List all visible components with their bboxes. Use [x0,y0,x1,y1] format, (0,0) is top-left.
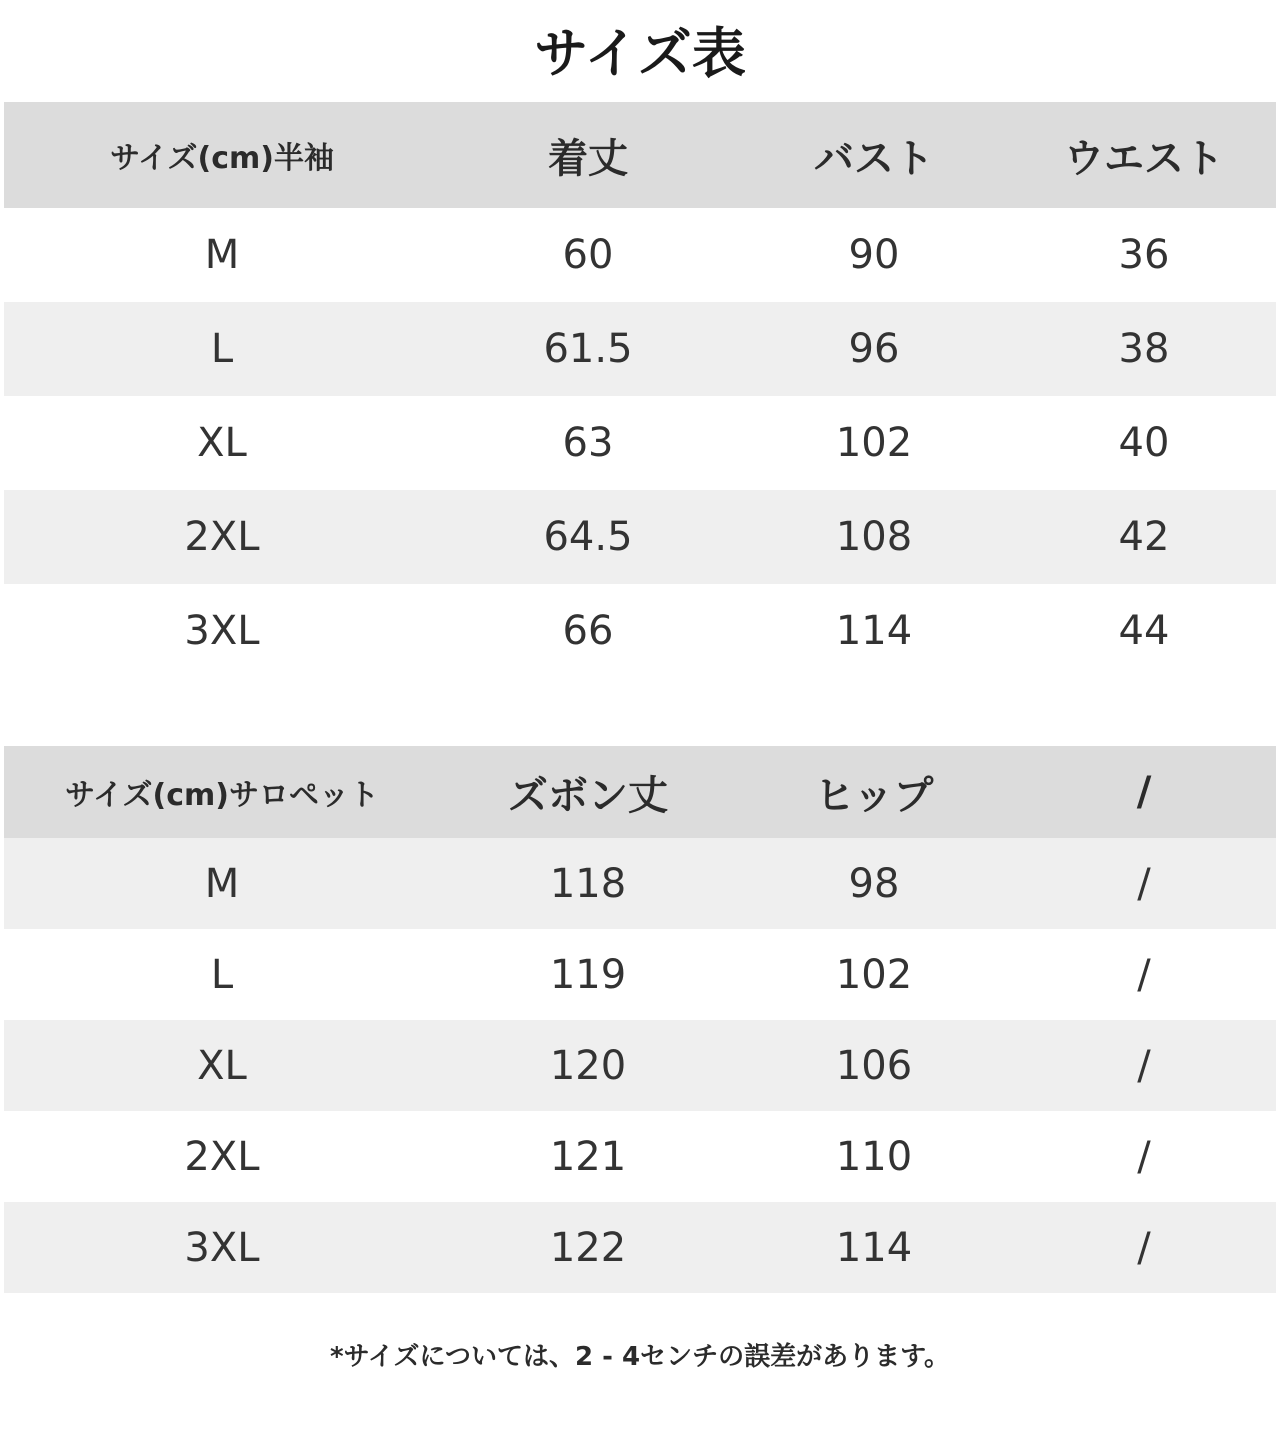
waist-cell: 36 [1118,232,1170,278]
column-header-length: 着丈 [548,135,628,182]
pants-length-cell: 119 [549,951,627,998]
hip-cell: 114 [835,1224,913,1271]
table-row [4,584,1276,678]
hip-cell: 102 [835,951,913,998]
size-cell: XL [197,1042,247,1089]
empty-cell: / [1137,1224,1151,1271]
waist-cell: 44 [1118,608,1170,654]
waist-cell: 40 [1118,420,1170,466]
size-cell: M [204,860,240,907]
table-row [4,302,1276,396]
pants-length-cell: 122 [549,1224,627,1271]
size-cell: M [204,232,240,278]
size-cell: L [210,326,234,372]
bust-cell: 114 [835,608,913,654]
column-header-bust: バスト [814,135,934,182]
table-row [4,490,1276,584]
column-header-size: サイズ(cm)半袖 [109,141,335,176]
size-cell: 3XL [184,608,260,654]
table-row [4,396,1276,490]
table-header-row [4,102,1276,208]
column-header-size: サイズ(cm)サロペット [64,778,380,813]
column-header-hip: ヒップ [814,772,934,819]
length-cell: 66 [562,608,614,654]
size-cell: 2XL [184,1133,260,1180]
column-header-pants-length: ズボン丈 [508,772,668,819]
size-table-short-sleeve [4,102,1276,678]
empty-cell: / [1137,860,1151,907]
bust-cell: 108 [835,514,913,560]
size-tolerance-note: *サイズについては、2 - 4センチの誤差があります。 [330,1342,950,1372]
pants-length-cell: 118 [549,860,627,907]
bust-cell: 90 [848,232,900,278]
table-row [4,208,1276,302]
length-cell: 60 [562,232,614,278]
length-cell: 61.5 [543,326,633,372]
bust-cell: 102 [835,420,913,466]
empty-cell: / [1137,951,1151,998]
table-row [4,929,1276,1020]
empty-cell: / [1137,1133,1151,1180]
pants-length-cell: 120 [549,1042,627,1089]
column-header-waist: ウエスト [1064,135,1224,182]
empty-cell: / [1137,1042,1151,1089]
pants-length-cell: 121 [549,1133,627,1180]
table-row [4,1111,1276,1202]
bust-cell: 96 [848,326,900,372]
size-cell: 3XL [184,1224,260,1271]
size-cell: 2XL [184,514,260,560]
length-cell: 64.5 [543,514,633,560]
page-title: サイズ表 [534,22,746,85]
length-cell: 63 [562,420,614,466]
waist-cell: 38 [1118,326,1170,372]
size-cell: L [210,951,234,998]
hip-cell: 106 [835,1042,913,1089]
hip-cell: 98 [848,860,900,907]
table-row [4,838,1276,929]
table-row [4,1020,1276,1111]
hip-cell: 110 [835,1133,913,1180]
size-table-overalls [4,746,1276,1293]
column-header-empty: / [1136,769,1152,815]
waist-cell: 42 [1118,514,1170,560]
size-cell: XL [197,420,247,466]
table-row [4,1202,1276,1293]
table-header-row [4,746,1276,838]
